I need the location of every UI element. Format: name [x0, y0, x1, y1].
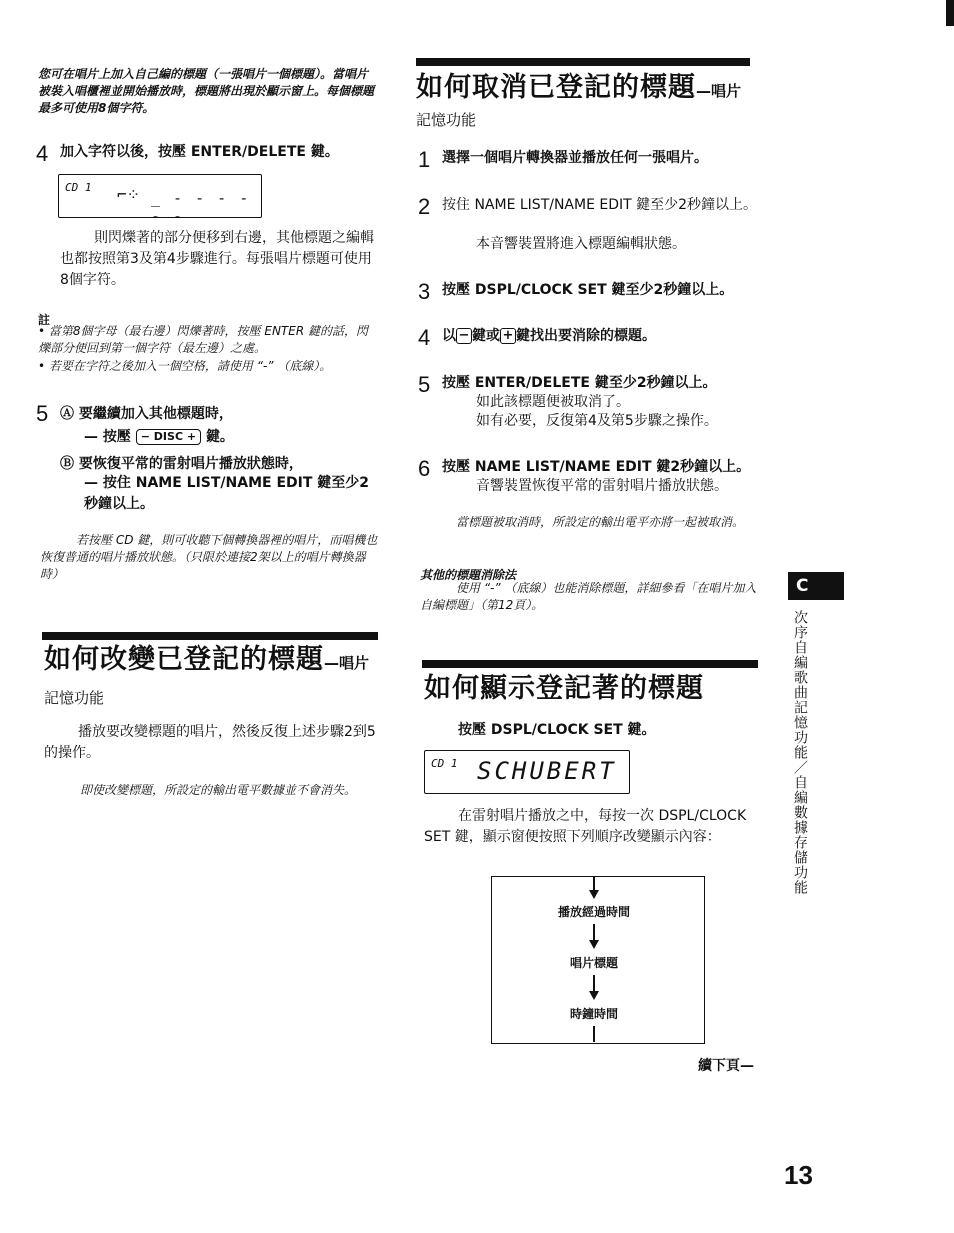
cancel-step-1-number: 1 — [418, 147, 431, 172]
disc-key: − DISC + — [136, 429, 201, 445]
cancel-step-5-number: 5 — [418, 372, 431, 397]
plus-key-icon: + — [500, 328, 516, 344]
cancel-step-6-desc: 音響裝置恢復平常的雷射唱片播放狀態。 — [476, 478, 728, 494]
step-4-description: 則閃爍著的部分便移到右邊，其他標題之編輯也都按照第3及第4步驟進行。每張唱片標題可使用8個字符。 — [60, 230, 374, 288]
cancel-note: 當標題被取消時，所設定的輸出電平亦將一起被取消。 — [456, 515, 745, 529]
lcd-prefix: CD 1 — [65, 181, 92, 194]
step-5-a-key-suffix: 鍵。 — [205, 429, 234, 445]
cd-key-note: 若按壓 CD 鍵，則可收聽下個轉換器裡的唱片，而唱機也恢復普通的唱片播放狀態。（只限於連接2架以上的唱片轉換器時） — [40, 533, 378, 581]
section-rule-display — [422, 660, 758, 668]
cancel-step-6-text: 按壓 NAME LIST/NAME EDIT 鍵2秒鐘以上。 — [442, 459, 751, 475]
flow-top-line — [593, 877, 595, 891]
section-rule-change — [42, 632, 378, 640]
intro-text: 您可在唱片上加入自己編的標題（一張唱片一個標題）。當唱片被裝入唱櫃裡並開始播放時，標題將出現於顯示窗上。每個標題最多可使用8個字符。 — [38, 67, 375, 115]
cancel-step-2-number: 2 — [418, 194, 431, 219]
flow-step-3: 時鐘時間 — [569, 1007, 618, 1021]
cancel-step-4-mid: 鍵或 — [472, 328, 500, 344]
step-5-b-detail: — 按住 NAME LIST/NAME EDIT 鍵至少2秒鐘以上。 — [84, 475, 370, 512]
step-4-number: 4 — [36, 141, 49, 166]
step-5-a-detail — [84, 427, 234, 448]
lcd-cursor-icon: ⌐⁘ — [117, 185, 141, 204]
flow-bottom-line — [593, 1026, 595, 1042]
side-vertical-text: 次序自編歌曲記憶功能／自編數據存儲功能 — [792, 610, 808, 895]
section-change-title-text: 如何改變已登記的標題 — [44, 644, 324, 675]
lcd-title-text: SCHUBERT — [477, 757, 617, 785]
section-change-body: 播放要改變標題的唱片，然後反復上述步驟2到5的操作。 — [44, 724, 376, 761]
section-change-note: 即使改變標題，所設定的輸出電平數據並不會消失。 — [80, 783, 357, 797]
cancel-step-5-desc-1: 如此該標題便被取消了。 — [476, 394, 630, 410]
page-number: 13 — [784, 1160, 813, 1190]
cancel-step-4-text — [442, 326, 656, 347]
flow-step-2: 唱片標題 — [569, 956, 618, 970]
lcd-display-edit — [58, 174, 262, 225]
flow-line-2 — [593, 924, 595, 940]
section-display-title: 如何顯示登記著的標題 — [424, 673, 704, 704]
lcd-display-title — [424, 750, 630, 794]
cancel-step-4-pre: 以 — [442, 328, 456, 344]
side-tab-letter: C — [796, 576, 809, 596]
other-method-body: 使用 “-” （底線）也能消除標題，詳細參看「在唱片加入自編標題」（第12頁）。 — [420, 581, 757, 612]
step-4-text: 加入字符以後，按壓 ENTER/DELETE 鍵。 — [60, 144, 339, 160]
cancel-step-4-number: 4 — [418, 325, 431, 350]
section-cancel-title — [416, 72, 741, 107]
cancel-step-3-number: 3 — [418, 279, 431, 304]
cancel-step-4-post: 鍵找出要消除的標題。 — [516, 328, 656, 344]
note-title: 註 — [38, 313, 51, 327]
cancel-step-5-text: 按壓 ENTER/DELETE 鍵至少2秒鐘以上。 — [442, 375, 717, 391]
cancel-step-6-number: 6 — [418, 456, 431, 481]
cancel-step-5-desc-2: 如有必要，反復第4及第5步驟之操作。 — [476, 413, 718, 429]
lcd-edit-text: ̲ - - - - - - — [151, 189, 251, 225]
continue-next-page: 續下頁— — [698, 1058, 754, 1074]
flow-arrow-down-icon — [589, 890, 599, 899]
step-5-number: 5 — [36, 401, 49, 426]
step-5-a-dash: — 按壓 — [84, 429, 131, 445]
step-5-b-text: 要恢復平常的雷射唱片播放狀態時， — [78, 456, 303, 472]
section-rule-cancel — [416, 58, 750, 66]
section-cancel-subtitle: 記憶功能 — [416, 111, 477, 129]
minus-key-icon: − — [456, 328, 472, 344]
section-change-subtitle: 記憶功能 — [44, 689, 105, 707]
display-body: 在雷射唱片播放之中，每按一次 DSPL/CLOCK SET 鍵，顯示窗便按照下列順序改變顯示內容： — [424, 808, 747, 845]
flow-arrow-down-icon — [589, 991, 599, 1000]
other-method-title: 其他的標題消除法 — [420, 568, 517, 582]
cancel-step-2-text: 按住 NAME LIST/NAME EDIT 鍵至少2秒鐘以上。 — [442, 197, 758, 213]
note-item-1: • 當第8個字母（最右邊）閃爍著時，按壓 ENTER 鍵的話，閃爍部分便回到第一個字符（最左邊）之處。 — [38, 323, 378, 357]
flow-line-3 — [593, 975, 595, 991]
flow-arrow-down-icon — [589, 940, 599, 949]
edge-mark — [946, 0, 954, 26]
display-press-text: 按壓 DSPL/CLOCK SET 鍵。 — [458, 722, 656, 738]
step-5-b-mark: Ⓑ — [60, 456, 74, 472]
side-tab-c — [788, 572, 844, 600]
lcd-title-prefix: CD 1 — [431, 757, 458, 770]
cancel-step-3-text: 按壓 DSPL/CLOCK SET 鍵至少2秒鐘以上。 — [442, 282, 734, 298]
section-cancel-title-text: 如何取消已登記的標題 — [416, 72, 696, 103]
step-5-a-text: 要繼續加入其他標題時， — [78, 406, 233, 422]
note-item-2: • 若要在字符之後加入一個空格，請使用 “-” （底線）。 — [38, 358, 378, 375]
step-5-a-mark: Ⓐ — [60, 406, 74, 422]
cancel-step-2-desc: 本音響裝置將進入標題編輯狀態。 — [476, 236, 686, 252]
section-cancel-title-suffix: —唱片 — [696, 82, 742, 100]
section-change-title — [44, 644, 369, 679]
step-5-b — [60, 454, 303, 475]
flow-step-1: 播放經過時間 — [557, 905, 630, 919]
section-change-title-suffix: —唱片 — [324, 654, 370, 672]
step-5-a — [60, 404, 233, 425]
cancel-step-1-text: 選擇一個唱片轉換器並播放任何一張唱片。 — [442, 150, 708, 166]
